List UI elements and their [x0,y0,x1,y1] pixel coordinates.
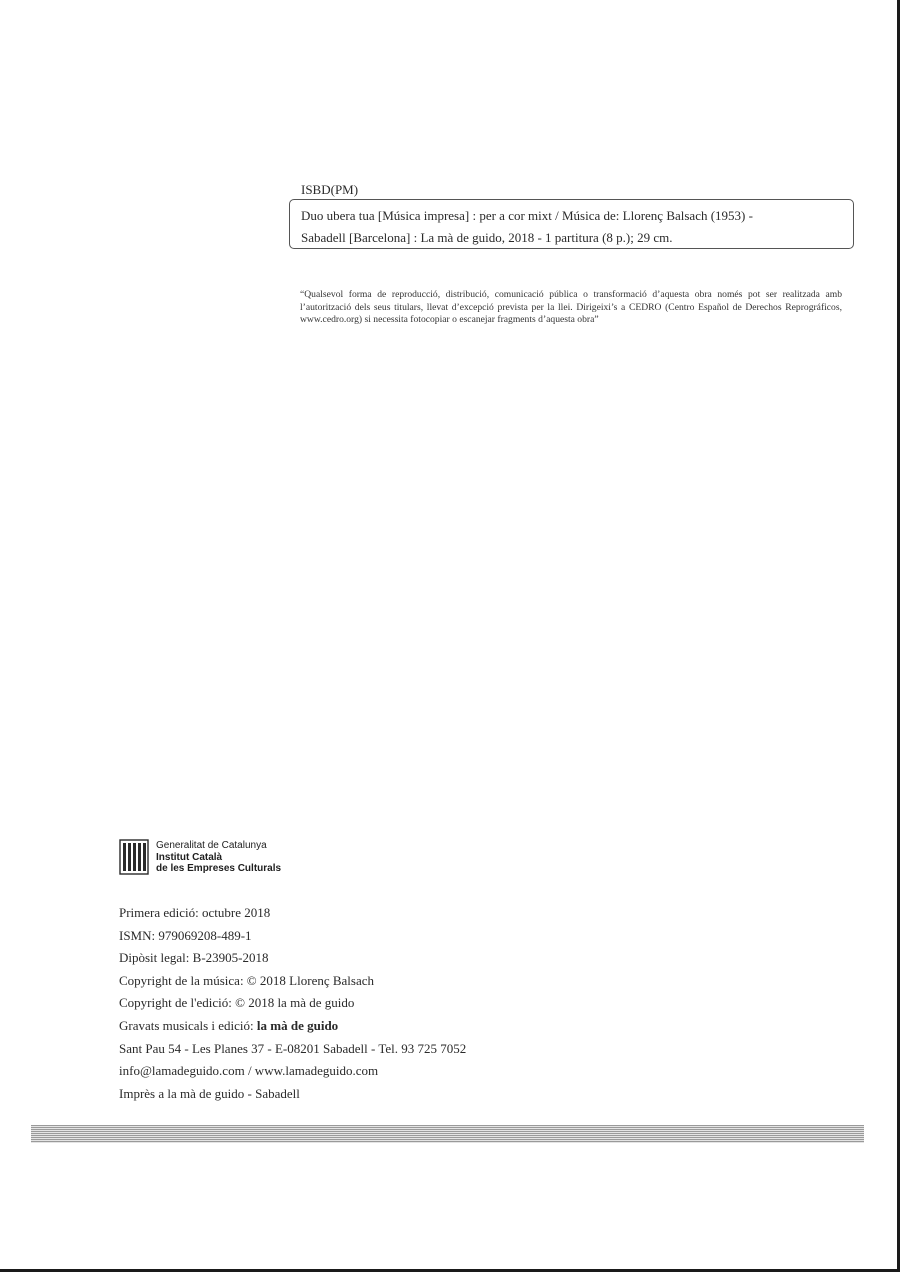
engraving-prefix: Gravats musicals i edició: [119,1017,257,1033]
contact-line: info@lamadeguido.com / www.lamadeguido.com [119,1063,379,1079]
engraving-line [119,1015,466,1038]
institution-logo [119,839,319,879]
printed-line: Imprès a la mà de guido - Sabadell [119,1085,300,1101]
edition-copyright-line: Copyright de l'edició: © 2018 la mà de guido [119,995,355,1011]
music-copyright-line: Copyright de la música: © 2018 Llorenç Balsach [119,972,375,988]
generalitat-emblem-icon [119,839,149,875]
logo-text [156,840,281,875]
logo-empreses: de les Empreses Culturals [156,863,282,874]
copyright-notice: “Qualsevol forma de reproducció, distribució, comunicació pública o transformació d’aquesta obra només pot ser realitzada amb l’autorització dels seus titulars, llevat d’excepció prevista per la llei. Dirigeixi’s a CEDRO (Centro Español de Derechos Reprográficos, www.cedro.org) si necessita fotocopiar o escanejar fragments d’aquesta obra” [300,289,842,326]
logo-institut: Institut Català [156,851,223,863]
colophon-credits [119,902,466,1105]
footer-rule [31,1125,864,1143]
isbd-line-2: Sabadell [Barcelona] : La mà de guido, 2018 - 1 partitura (8 p.); 29 cm. [301,230,673,245]
address-line: Sant Pau 54 - Les Planes 37 - E-08201 Sabadell - Tel. 93 725 7052 [119,1040,467,1056]
isbd-line-1: Duo ubera tua [Música impresa] : per a cor mixt / Música de: Llorenç Balsach (1953) - [301,208,753,223]
engraving-publisher: la mà de guido [256,1017,339,1033]
edition-line: Primera edició: octubre 2018 [119,905,271,920]
isbd-record-box [289,199,854,249]
logo-generalitat: Generalitat de Catalunya [156,840,267,851]
ismn-line: ISMN: 979069208-489-1 [119,927,252,943]
isbd-label: ISBD(PM) [301,182,359,197]
legal-deposit-line: Dipòsit legal: B-23905-2018 [119,950,269,966]
